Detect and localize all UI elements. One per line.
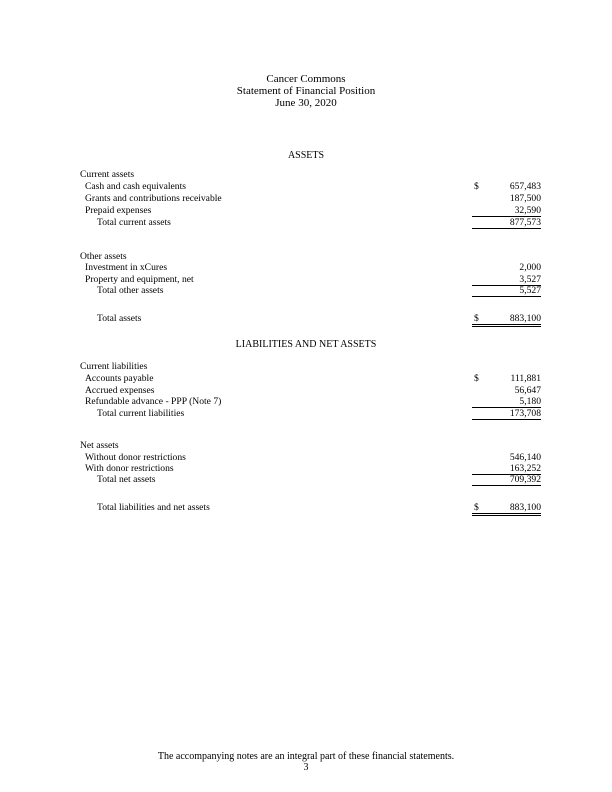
- label: Total current liabilities: [97, 408, 185, 419]
- label: Total net assets: [97, 474, 156, 485]
- value: 709,392: [509, 474, 541, 485]
- line-item: [80, 193, 542, 205]
- value: 32,590: [514, 205, 541, 216]
- line-item: [80, 373, 542, 385]
- line-item: [80, 396, 542, 408]
- total-row: [80, 502, 542, 514]
- currency: $: [474, 181, 479, 192]
- label: Without donor restrictions: [85, 452, 186, 463]
- label: Grants and contributions receivable: [85, 193, 222, 204]
- amount-cell: [472, 452, 541, 463]
- label: With donor restrictions: [85, 463, 174, 474]
- amount-cell: [472, 193, 541, 204]
- value: 163,252: [509, 463, 541, 474]
- label: Total liabilities and net assets: [97, 502, 210, 513]
- value: 883,100: [509, 313, 541, 324]
- label: Total current assets: [97, 217, 171, 228]
- amount-cell: [472, 408, 541, 420]
- organization-name: Cancer Commons: [266, 73, 346, 85]
- value: 546,140: [509, 452, 541, 463]
- subtotal-row: [80, 408, 542, 420]
- subtotal-row: [80, 285, 542, 297]
- value: 657,483: [509, 181, 541, 192]
- amount-cell: [472, 474, 541, 486]
- label: Net assets: [80, 440, 119, 451]
- label: Total other assets: [97, 285, 164, 296]
- label: Cash and cash equivalents: [85, 181, 186, 192]
- currency: $: [474, 373, 479, 384]
- label: Property and equipment, net: [85, 274, 194, 285]
- section-label: [80, 361, 542, 373]
- label: Other assets: [80, 251, 127, 262]
- total-row: [80, 313, 542, 325]
- statement-title: Statement of Financial Position: [236, 85, 376, 97]
- amount-cell: [472, 217, 541, 229]
- amount-cell: [472, 313, 541, 327]
- label: Accrued expenses: [85, 385, 155, 396]
- amount-cell: [472, 205, 541, 217]
- amount-cell: [472, 373, 541, 384]
- section-label: [80, 169, 542, 181]
- label: Current assets: [80, 169, 135, 180]
- assets-heading: ASSETS: [287, 150, 325, 161]
- label: Investment in xCures: [85, 262, 168, 273]
- subtotal-row: [80, 217, 542, 229]
- line-item: [80, 262, 542, 274]
- value: 877,573: [509, 217, 541, 228]
- value: 5,180: [519, 396, 541, 407]
- amount-cell: [472, 181, 541, 192]
- line-item: [80, 205, 542, 217]
- label: Refundable advance - PPP (Note 7): [85, 396, 222, 407]
- line-item: [80, 181, 542, 193]
- page-number: 3: [303, 762, 309, 773]
- value: 173,708: [509, 408, 541, 419]
- amount-cell: [472, 502, 541, 516]
- amount-cell: [472, 285, 541, 297]
- value: 883,100: [509, 502, 541, 513]
- liabilities-heading: LIABILITIES AND NET ASSETS: [235, 339, 377, 350]
- amount-cell: [472, 396, 541, 408]
- value: 3,527: [519, 274, 541, 285]
- value: 187,500: [509, 193, 541, 204]
- section-label: [80, 440, 542, 452]
- value: 2,000: [519, 262, 541, 273]
- footer-note: The accompanying notes are an integral part of these financial statements.: [157, 751, 455, 762]
- label: Prepaid expenses: [85, 205, 152, 216]
- value: 111,881: [510, 373, 541, 384]
- subtotal-row: [80, 474, 542, 486]
- label: Accounts payable: [85, 373, 154, 384]
- amount-cell: [472, 385, 541, 396]
- currency: $: [474, 502, 479, 513]
- currency: $: [474, 313, 479, 324]
- label: Current liabilities: [80, 361, 148, 372]
- label: Total assets: [97, 313, 142, 324]
- value: 56,647: [514, 385, 541, 396]
- amount-cell: [472, 262, 541, 273]
- value: 5,527: [519, 285, 541, 296]
- statement-date: June 30, 2020: [275, 97, 337, 109]
